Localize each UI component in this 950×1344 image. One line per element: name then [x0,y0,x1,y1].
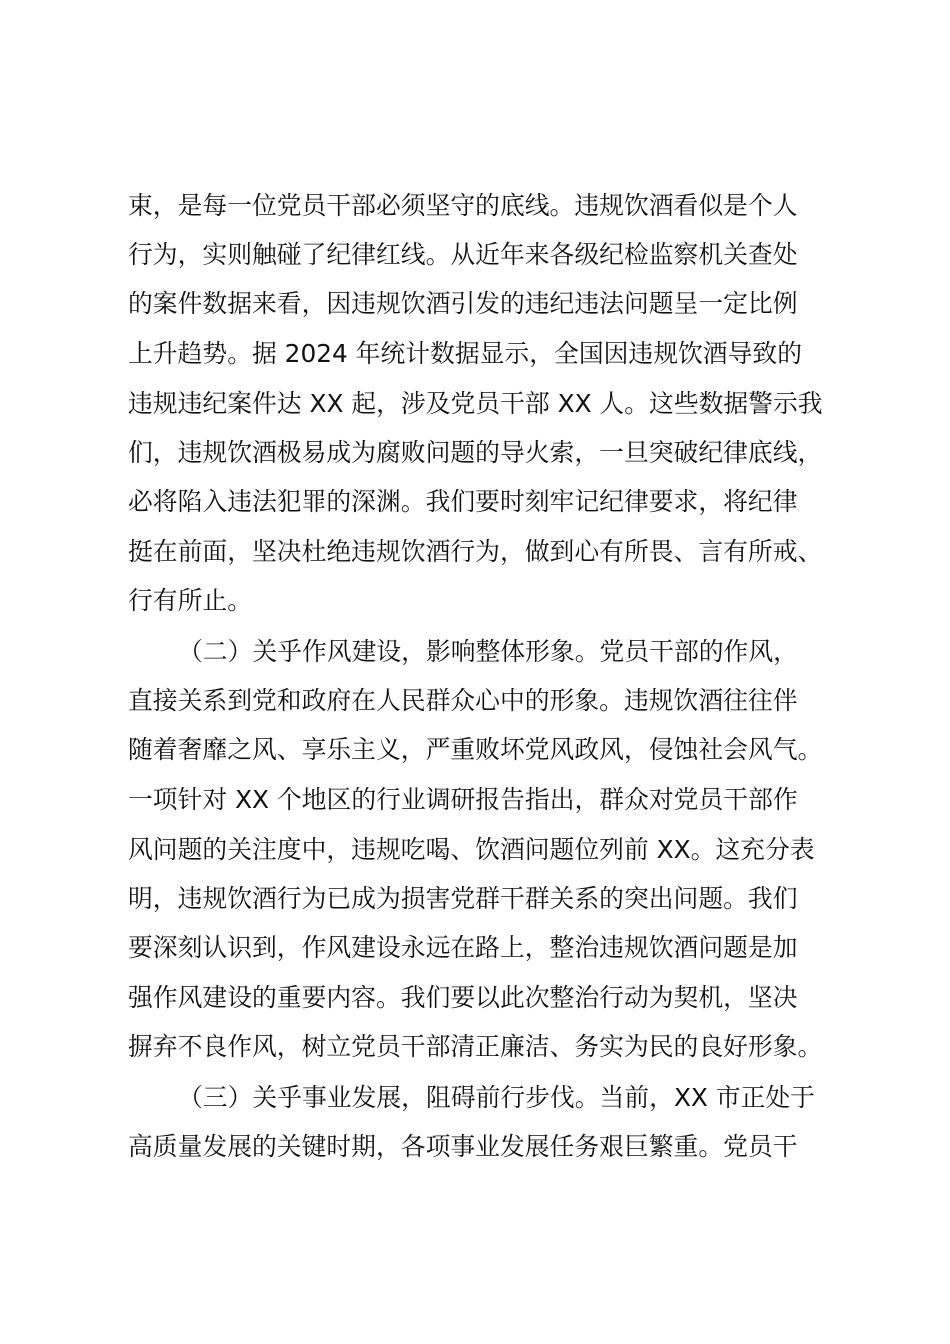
section-heading-line: （二）关乎作风建设，影响整体形象。党员干部的作风， [178,637,798,666]
text-line: 高质量发展的关键时期，各项事业发展任务艰巨繁重。党员干 [128,1132,798,1161]
text-line: 一项针对 XX 个地区的行业调研报告指出，群众对党员干部作 [128,785,798,814]
text-line: 随着奢靡之风、享乐主义，严重败坏党风政风，侵蚀社会风气。 [128,735,823,764]
text-line: 要深刻认识到，作风建设永远在路上，整治违规饮酒问题是加 [128,933,798,962]
text-line: 风问题的关注度中，违规吃喝、饮酒问题位列前 XX。这充分表 [128,835,815,864]
section-heading-line: （三）关乎事业发展，阻碍前行步伐。当前，XX 市正处于 [178,1083,815,1112]
text-line: 明，违规饮酒行为已成为损害党群干群关系的突出问题。我们 [128,884,798,913]
text-line: 摒弃不良作风，树立党员干部清正廉洁、务实为民的良好形象。 [128,1032,823,1061]
text-line: 违规违纪案件达 XX 起，涉及党员干部 XX 人。这些数据警示我 [128,389,823,418]
text-line: 挺在前面，坚决杜绝违规饮酒行为，做到心有所畏、言有所戒、 [128,537,823,566]
text-line: 们，违规饮酒极易成为腐败问题的导火索，一旦突破纪律底线， [128,438,823,467]
text-line: 束，是每一位党员干部必须坚守的底线。违规饮酒看似是个人 [128,191,798,220]
text-line: 上升趋势。据 2024 年统计数据显示，全国因违规饮酒导致的 [128,339,802,368]
text-line: 必将陷入违法犯罪的深渊。我们要时刻牢记纪律要求，将纪律 [128,487,798,516]
text-line: 行有所止。 [128,586,252,615]
text-line: 直接关系到党和政府在人民群众心中的形象。违规饮酒往往伴 [128,686,798,715]
text-line: 强作风建设的重要内容。我们要以此次整治行动为契机，坚决 [128,983,798,1012]
text-line: 行为，实则触碰了纪律红线。从近年来各级纪检监察机关查处 [128,240,798,269]
text-line: 的案件数据来看，因违规饮酒引发的违纪违法问题呈一定比例 [128,289,798,318]
